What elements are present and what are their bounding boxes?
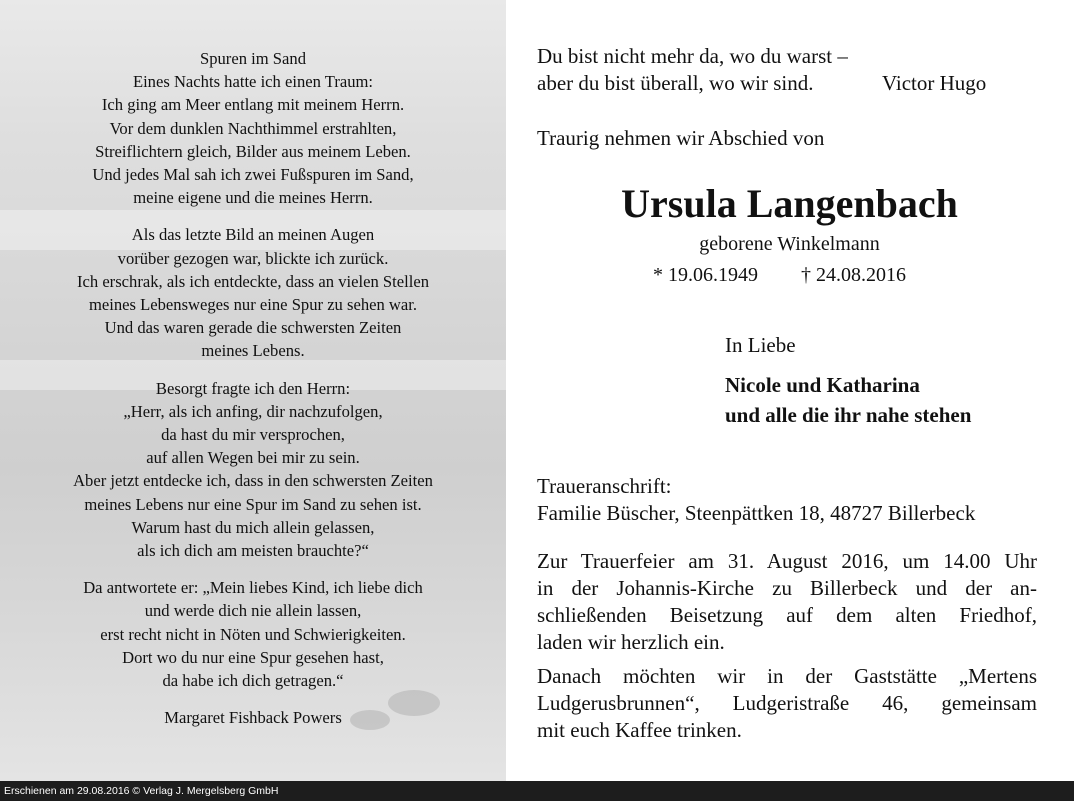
ceremony-line: in der Johannis-Kirche zu Billerbeck und der an- (537, 576, 1037, 600)
poem-line: vorüber gezogen war, blickte ich zurück. (117, 248, 389, 268)
poem-line: „Herr, als ich anfing, dir nachzufolgen, (123, 401, 383, 421)
poem-line: Warum hast du mich allein gelassen, (131, 517, 375, 537)
poem-line: meines Lebens. (201, 341, 305, 361)
poem-line: Da antwortete er: „Mein liebes Kind, ich liebe dich (83, 578, 423, 598)
birth-date: * 19.06.1949 (653, 264, 758, 286)
mourners (725, 370, 971, 430)
poem-line: Aber jetzt entdecke ich, dass in den schwersten Zeiten (73, 471, 433, 491)
life-dates (653, 264, 906, 287)
poem-line: Besorgt fragte ich den Herrn: (155, 378, 351, 398)
publication-note: Erschienen am 29.08.2016 © Verlag J. Mergelsberg GmbH (4, 785, 279, 797)
farewell-intro: Traurig nehmen wir Abschied von (537, 126, 825, 150)
poem-line: auf allen Wegen bei mir zu sein. (146, 448, 360, 468)
ceremony-line: schließenden Beisetzung auf dem alten Friedhof, (537, 603, 1037, 627)
coffee-line: mit euch Kaffee trinken. (537, 718, 742, 742)
poem-panel (0, 0, 506, 781)
poem-line: Dort wo du nur eine Spur gesehen hast, (122, 647, 384, 667)
deceased-name: Ursula Langenbach (621, 181, 958, 226)
quote-author: Victor Hugo (882, 71, 987, 95)
poem-line: da hast du mir versprochen, (161, 425, 345, 445)
address-value: Familie Büscher, Steenpättken 18, 48727 Billerbeck (537, 501, 976, 525)
poem-title: Spuren im Sand (199, 49, 306, 68)
poem-line: meines Lebensweges nur eine Spur zu sehen war. (88, 295, 418, 315)
quote (537, 43, 987, 97)
mourners-intro: In Liebe (725, 333, 796, 357)
poem-line: Als das letzte Bild an meinen Augen (131, 225, 375, 245)
birth-name: geborene Winkelmann (699, 233, 880, 255)
poem-line: Vor dem dunklen Nachthimmel erstrahlten, (109, 118, 397, 138)
quote-line: Du bist nicht mehr da, wo du warst – (537, 44, 848, 68)
poem-stanza-4 (0, 576, 506, 692)
coffee-paragraph (537, 663, 1037, 744)
poem (0, 47, 506, 729)
quote-line: aber du bist überall, wo wir sind. (537, 71, 814, 95)
poem-line: da habe ich dich getragen.“ (162, 671, 344, 691)
poem-line: Ich ging am Meer entlang mit meinem Herrn. (101, 95, 405, 115)
poem-stanza-2 (0, 223, 506, 362)
poem-line: Eines Nachts hatte ich einen Traum: (132, 72, 374, 92)
poem-stanza-1 (0, 47, 506, 209)
mourners-line: Nicole und Katharina (725, 373, 920, 397)
footer-bar (0, 781, 1074, 801)
ceremony-line: Zur Trauerfeier am 31. August 2016, um 14.00 Uhr (537, 549, 1037, 573)
poem-line: meines Lebens nur eine Spur im Sand zu sehen ist. (84, 494, 422, 514)
poem-line: Streiflichtern gleich, Bilder aus meinem Leben. (95, 141, 411, 161)
poem-line: Ich erschrak, als ich entdeckte, dass an vielen Stellen (76, 271, 430, 291)
mourners-line: und alle die ihr nahe stehen (725, 403, 972, 427)
ceremony-paragraph (537, 548, 1037, 656)
death-date: † 24.08.2016 (801, 264, 906, 286)
poem-line: als ich dich am meisten brauchte?“ (137, 541, 369, 561)
poem-line: und werde dich nie allein lassen, (144, 601, 362, 621)
poem-line: Und jedes Mal sah ich zwei Fußspuren im Sand, (92, 165, 414, 185)
poem-author: Margaret Fishback Powers (164, 708, 342, 728)
poem-line: erst recht nicht in Nöten und Schwierigkeiten. (100, 624, 406, 644)
coffee-line: Danach möchten wir in der Gaststätte „Mertens (537, 664, 1037, 688)
poem-stanza-3 (0, 377, 506, 563)
address (537, 473, 975, 527)
poem-line: Und das waren gerade die schwersten Zeiten (104, 318, 402, 338)
coffee-line: Ludgerusbrunnen“, Ludgeristraße 46, gemeinsam (537, 691, 1037, 715)
address-label: Traueranschrift: (537, 474, 672, 498)
poem-line: meine eigene und die meines Herrn. (133, 188, 373, 208)
ceremony-line: laden wir herzlich ein. (537, 630, 725, 654)
